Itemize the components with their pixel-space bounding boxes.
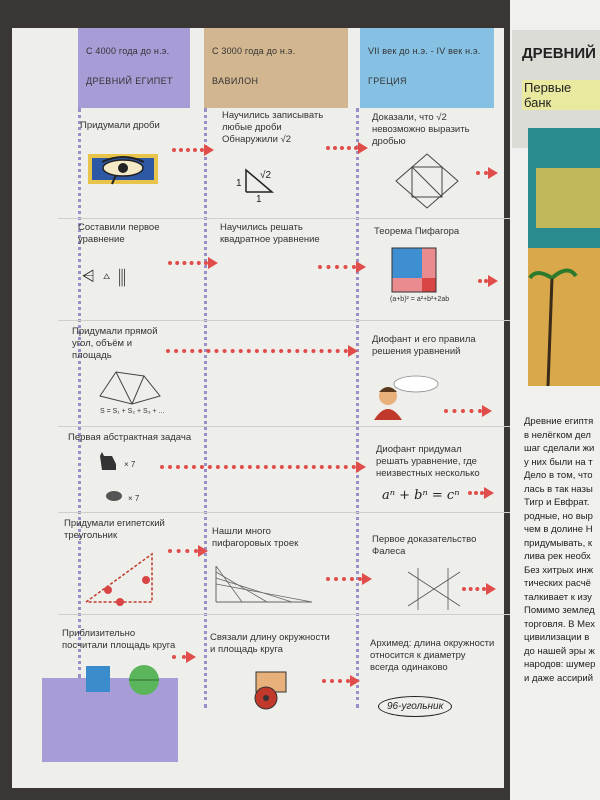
cat-illustration [96,450,122,472]
arrow-row6-a [172,652,196,662]
row-divider [58,426,518,427]
babylon-header [204,28,348,108]
greece-date: VII век до н.э. - IV век н.э. [368,46,481,56]
row-divider [58,320,518,321]
polygon-stamp: 96-угольник [378,696,452,717]
egyptian-triangle-illustration [80,550,162,608]
arrow-row2-a [168,258,218,268]
cell-egypt-2: Составили первое уравнение [78,222,160,245]
facing-page-subtitle: Первые банк [522,80,600,110]
cell-egypt-3: Придумали прямой угол, объём и площадь [72,326,158,361]
arrow-row5-b [326,574,372,584]
eye-of-horus-illustration [86,148,160,188]
cell-greece-4: Диофант придумал решать уравнение, где неизвестных несколько [376,444,480,479]
arrow-row1-c [476,168,498,178]
cell-babylon-6: Связали длину окружности и площадь круга [210,632,330,655]
cell-babylon-1: Научились записывать любые дроби Обнаружили √2 [222,110,324,145]
cell-egypt-4: Первая абстрактная задача [68,432,192,443]
egypt-name: ДРЕВНИЙ ЕГИПЕТ [86,76,173,86]
egypt-header [78,28,190,108]
babylon-date: С 3000 года до н.э. [212,46,296,56]
arrow-row3-b [444,406,492,416]
thales-proof-illustration [404,566,464,612]
cell-greece-3: Диофант и его правила решения уравнений [372,334,476,357]
sqrt2-triangle-illustration [232,162,282,202]
area-shapes-illustration [96,366,166,408]
cell-egypt-6: Приблизительно посчитали площадь круга [62,628,176,651]
arrow-row1-a [172,145,214,155]
arrow-row4-a [160,462,366,472]
fraction-side-label: 1 [236,178,242,189]
cat-multiplier: × 7 [124,460,136,469]
base-side-label: 1 [256,194,262,202]
arrow-row5-c [462,584,496,594]
arrow-row5-a [168,546,208,556]
mouse-multiplier: × 7 [128,494,140,503]
area-formula: S = S₁ + S₂ + S₃ + ... [100,408,165,415]
egypt-date: С 4000 года до н.э. [86,46,170,56]
column-divider-2 [204,108,207,708]
row-divider [58,512,518,513]
pythagoras-formula: (a+b)² = a²+b²+2ab [390,296,450,303]
arrow-row4-b [468,488,494,498]
greece-name: ГРЕЦИЯ [368,76,407,86]
cell-greece-6: Архимед: длина окружности относится к диаметру всегда одинаково [370,638,495,673]
arrow-row2-c [478,276,498,286]
pythagorean-triples-illustration [212,562,316,606]
cell-egypt-1: Придумали дроби [80,120,160,131]
babylon-name: ВАВИЛОН [212,76,259,86]
cell-egypt-5: Придумали египетский треугольник [64,518,165,541]
cell-babylon-2: Научились решать квадратное уравнение [220,222,320,245]
cell-greece-1: Доказали, что √2 невозможно выразить дробью [372,112,470,147]
sqrt2-label: √2 [260,170,272,181]
column-divider-3 [356,108,359,708]
arrow-row6-b [322,676,360,686]
facing-page-text: Древние египтя в нелёгком дел шаг сделали жи у них были на т Дело в том, что лась в так назы Тигр и Евфрат. родные, но выр чем в долине Н придумывать, к лива рек необх Без хитрых инж тических расчё талкивает к изу Помимо землед торговля. В Мех цивилизации в до нашей эры ж народов: шумер и даже ассирий [524,416,596,684]
row-divider [58,218,518,219]
square-diagonal-illustration [392,150,462,212]
mouse-illustration [104,488,126,502]
facing-page-title: ДРЕВНИЙ [522,45,596,62]
hieroglyph-equation: ⩤ ▵ ⫼ [82,268,128,285]
arrow-row3-a [166,346,358,356]
arrow-row1-b [326,143,368,153]
pythagoras-squares-illustration [390,246,450,294]
chariot-illustration [244,662,304,712]
cell-greece-5: Первое доказательство Фалеса [372,534,477,557]
cell-babylon-5: Нашли много пифагоровых троек [212,526,299,549]
cell-greece-2: Теорема Пифагора [374,226,460,237]
diophantus-portrait [372,372,446,420]
row-divider [58,614,518,615]
facing-page-illustration [528,128,600,386]
circle-area-illustration [82,662,162,698]
arrow-row2-b [318,262,366,272]
greece-header [360,28,494,108]
diophantus-formula: aⁿ + bⁿ = cⁿ [382,488,460,503]
